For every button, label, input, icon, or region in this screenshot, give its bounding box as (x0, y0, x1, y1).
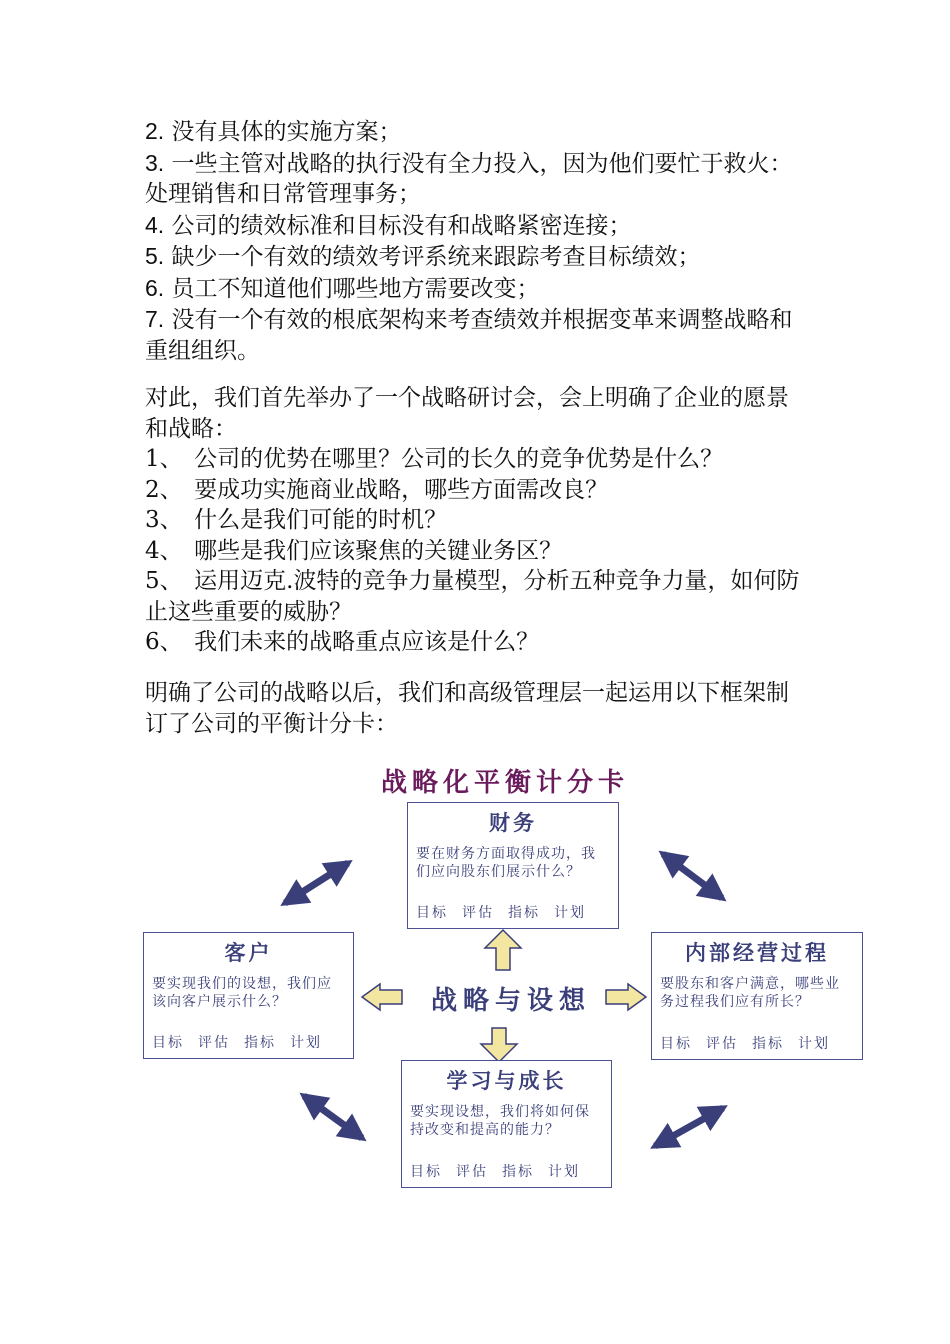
internal-process-box (651, 932, 863, 1060)
paragraph: 对此，我们首先举办了一个战略研讨会，会上明确了企业的愿景和战略： (145, 385, 789, 442)
arrow-left-icon (362, 984, 402, 1010)
double-arrow-icon (285, 863, 348, 903)
arrow-up-icon (485, 930, 521, 970)
box-labels: 目标 评估 指标 计划 (152, 1035, 322, 1051)
finance-box (407, 802, 619, 929)
box-title: 学习与成长 (446, 1069, 567, 1093)
arrow-right-icon (606, 984, 646, 1010)
list-item: 7. 没有一个有效的根底架构来考查绩效并根据变革来调整战略和重组组织。 (145, 306, 793, 364)
arrow-down-icon (481, 1028, 517, 1062)
list-item: 5. 缺少一个有效的绩效考评系统来跟踪考查目标绩效； (145, 243, 701, 270)
list-item: 2、 要成功实施商业战略，哪些方面需改良？ (145, 476, 609, 503)
list-item: 4. 公司的绩效标准和目标没有和战略紧密连接； (145, 211, 632, 239)
problem-list (145, 116, 805, 366)
list-item: 3. 一些主管对战略的执行没有全力投入，因为他们要忙于救火：处理销售和日常管理事务； (145, 149, 793, 207)
list-item: 6、 我们未来的战略重点应该是什么？ (145, 629, 540, 655)
box-labels: 目标 评估 指标 计划 (410, 1164, 580, 1180)
box-title: 内部经营过程 (685, 941, 829, 965)
list-item: 4、 哪些是我们应该聚焦的关键业务区？ (145, 537, 563, 564)
list-item: 3、 什么是我们可能的时机？ (145, 507, 448, 533)
list-item: 2. 没有具体的实施方案； (145, 118, 402, 145)
list-item: 5、 运用迈克.波特的竞争力量模型，分析五种竞争力量，如何防止这些重要的威胁？ (145, 568, 800, 625)
box-labels: 目标 评估 指标 计划 (416, 905, 586, 921)
double-arrow-icon (304, 1096, 362, 1138)
framework-intro (145, 678, 805, 739)
paragraph: 明确了公司的战略以后，我们和高级管理层一起运用以下框架制订了公司的平衡计分卡： (145, 680, 789, 737)
diagram-title: 战略化平衡计分卡 (380, 768, 629, 798)
box-question: 要实现我们的设想，我们应该向客户展示什么？ (152, 976, 332, 1010)
box-question: 要实现设想，我们将如何保持改变和提高的能力？ (410, 1104, 590, 1138)
customer-box (143, 932, 354, 1059)
box-title: 财务 (489, 811, 537, 835)
double-arrow-icon (655, 1108, 723, 1146)
strategy-questions (145, 383, 805, 658)
center-label: 战略与设想 (430, 986, 591, 1016)
list-item: 1、 公司的优势在哪里？公司的长久的竞争优势是什么？ (145, 446, 724, 472)
box-labels: 目标 评估 指标 计划 (660, 1036, 830, 1052)
balanced-scorecard-diagram (140, 758, 870, 1198)
list-item: 6. 员工不知道他们哪些地方需要改变； (145, 274, 540, 302)
box-question: 要在财务方面取得成功，我们应向股东们展示什么？ (416, 846, 596, 880)
learning-growth-box (401, 1060, 612, 1188)
box-question: 要股东和客户满意，哪些业务过程我们应有所长？ (660, 976, 840, 1010)
box-title: 客户 (224, 941, 273, 965)
double-arrow-icon (663, 854, 722, 898)
